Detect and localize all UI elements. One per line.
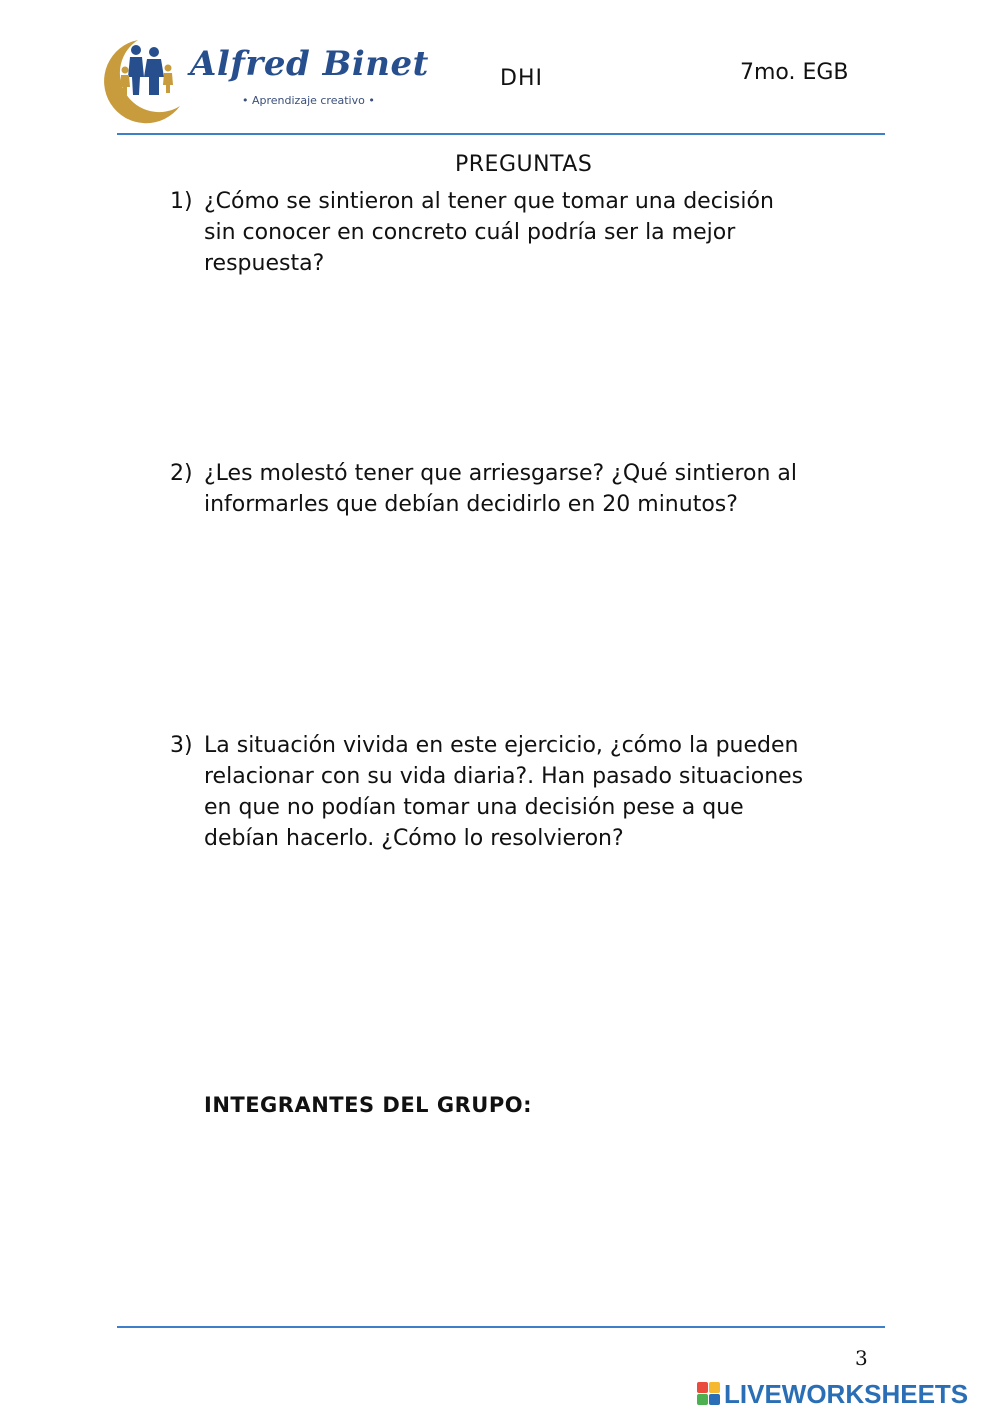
liveworksheets-text: LIVEWORKSHEETS (724, 1379, 969, 1409)
question-number: 3) (170, 733, 193, 758)
logo-tagline: • Aprendizaje creativo • (242, 94, 375, 107)
logo-name: Alfred Binet (190, 44, 429, 84)
section-title: PREGUNTAS (455, 152, 593, 177)
question-number: 2) (170, 461, 193, 486)
question-text: La situación vivida en este ejercicio, ¿cómo la pueden relacionar con su vida diaria?. Han pasado situaciones en que no podían tomar una decisión pese a que debían hacerlo. ¿Cómo lo resolvieron? (204, 733, 804, 851)
crescent-family-icon (92, 36, 192, 126)
group-members-label: INTEGRANTES DEL GRUPO: (204, 1093, 532, 1117)
subject-label: DHI (500, 66, 543, 91)
footer-divider (117, 1326, 885, 1328)
grade-label: 7mo. EGB (740, 60, 849, 85)
school-logo (92, 36, 429, 126)
question-3 (170, 730, 810, 854)
question-text: ¿Les molestó tener que arriesgarse? ¿Qué sintieron al informarles que debían decidirlo en 20 minutos? (204, 461, 797, 517)
question-2 (170, 458, 810, 520)
question-text: ¿Cómo se sintieron al tener que tomar una decisión sin conocer en concreto cuál podría ser la mejor respuesta? (204, 189, 774, 276)
question-1 (170, 186, 810, 279)
question-number: 1) (170, 189, 193, 214)
liveworksheets-logo-icon (697, 1382, 721, 1406)
page-number: 3 (855, 1346, 868, 1370)
header-divider (117, 133, 885, 135)
